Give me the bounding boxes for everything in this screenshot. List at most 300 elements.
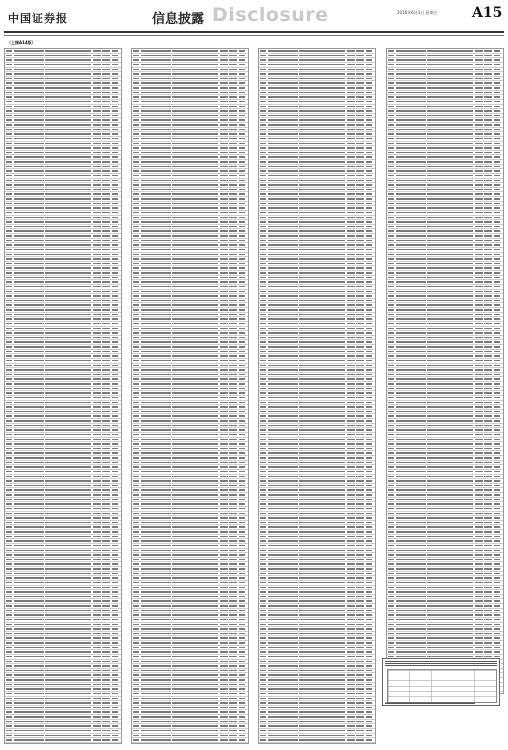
table-cell: [229, 406, 237, 408]
table-cell: [220, 605, 228, 607]
table-cell: [93, 624, 101, 626]
table-cell: [14, 661, 44, 663]
table-cell: [268, 304, 298, 306]
table-cell: [220, 503, 228, 505]
table-cell: [494, 489, 500, 491]
table-cell: [260, 355, 266, 357]
table-cell: [14, 711, 44, 713]
table-cell: [229, 147, 237, 149]
table-cell: [6, 221, 12, 223]
table-cell: [141, 212, 171, 214]
table-cell: [45, 429, 91, 431]
table-cell: [112, 198, 118, 200]
table-cell: [45, 180, 91, 182]
table-cell: [220, 735, 228, 737]
table-cell: [220, 369, 228, 371]
table-cell: [268, 633, 298, 635]
table-cell: [102, 254, 110, 256]
table-cell: [141, 406, 171, 408]
table-cell: [220, 189, 228, 191]
table-cell: [141, 425, 171, 427]
table-cell: [93, 355, 101, 357]
table-cell: [427, 439, 473, 441]
table-cell: [475, 272, 483, 274]
table-cell: [388, 374, 394, 376]
table-cell: [366, 702, 372, 704]
table-cell: [141, 124, 171, 126]
table-cell: [6, 716, 12, 718]
table-cell: [268, 198, 298, 200]
table-cell: [45, 693, 91, 695]
table-cell: [356, 360, 364, 362]
table-cell: [93, 476, 101, 478]
table-cell: [299, 684, 345, 686]
table-cell: [299, 536, 345, 538]
table-cell: [388, 624, 394, 626]
table-cell: [239, 152, 245, 154]
table-cell: [475, 166, 483, 168]
table-cell: [14, 304, 44, 306]
table-cell: [229, 707, 237, 709]
table-cell: [427, 605, 473, 607]
table-cell: [484, 156, 492, 158]
table-cell: [299, 425, 345, 427]
table-cell: [220, 73, 228, 75]
table-cell: [220, 119, 228, 121]
table-cell: [396, 374, 426, 376]
notice-footer: [385, 702, 475, 704]
table-cell: [6, 263, 12, 265]
table-cell: [220, 254, 228, 256]
table-cell: [260, 665, 266, 667]
table-cell: [268, 577, 298, 579]
table-cell: [268, 693, 298, 695]
table-cell: [260, 661, 266, 663]
table-cell: [45, 624, 91, 626]
table-cell: [268, 730, 298, 732]
table-cell: [260, 684, 266, 686]
table-cell: [133, 503, 139, 505]
table-cell: [6, 443, 12, 445]
table-cell: [220, 573, 228, 575]
table-cell: [112, 591, 118, 593]
table-cell: [475, 480, 483, 482]
table-cell: [112, 605, 118, 607]
table-cell: [93, 651, 101, 653]
table-cell: [220, 415, 228, 417]
table-cell: [396, 119, 426, 121]
table-cell: [299, 78, 345, 80]
table-row: [259, 738, 375, 743]
table-cell: [102, 531, 110, 533]
table-cell: [427, 212, 473, 214]
table-cell: [484, 138, 492, 140]
table-cell: [112, 637, 118, 639]
table-cell: [220, 711, 228, 713]
table-cell: [45, 115, 91, 117]
table-cell: [112, 656, 118, 658]
table-cell: [93, 365, 101, 367]
table-cell: [356, 96, 364, 98]
table-cell: [299, 230, 345, 232]
table-cell: [229, 133, 237, 135]
table-cell: [141, 69, 171, 71]
table-cell: [260, 415, 266, 417]
table-cell: [494, 59, 500, 61]
table-cell: [172, 624, 218, 626]
table-cell: [299, 725, 345, 727]
table-cell: [239, 230, 245, 232]
table-cell: [229, 110, 237, 112]
table-cell: [260, 207, 266, 209]
table-cell: [268, 263, 298, 265]
table-cell: [14, 536, 44, 538]
table-cell: [366, 235, 372, 237]
table-cell: [347, 115, 355, 117]
table-cell: [102, 235, 110, 237]
table-cell: [299, 698, 345, 700]
table-cell: [494, 309, 500, 311]
table-cell: [229, 397, 237, 399]
table-cell: [260, 235, 266, 237]
table-cell: [260, 78, 266, 80]
table-cell: [112, 739, 118, 741]
table-cell: [260, 647, 266, 649]
table-cell: [366, 545, 372, 547]
table-cell: [356, 323, 364, 325]
table-cell: [220, 577, 228, 579]
table-cell: [366, 452, 372, 454]
table-cell: [484, 360, 492, 362]
table-cell: [220, 346, 228, 348]
table-cell: [220, 133, 228, 135]
table-cell: [172, 212, 218, 214]
table-cell: [494, 295, 500, 297]
table-cell: [93, 314, 101, 316]
table-cell: [133, 466, 139, 468]
table-cell: [229, 226, 237, 228]
table-cell: [347, 545, 355, 547]
table-cell: [102, 554, 110, 556]
table-cell: [6, 244, 12, 246]
table-cell: [172, 161, 218, 163]
table-cell: [427, 73, 473, 75]
table-cell: [172, 378, 218, 380]
table-cell: [475, 610, 483, 612]
table-cell: [260, 166, 266, 168]
table-cell: [6, 300, 12, 302]
table-cell: [268, 522, 298, 524]
table-cell: [45, 545, 91, 547]
table-cell: [268, 531, 298, 533]
table-cell: [484, 406, 492, 408]
table-cell: [172, 110, 218, 112]
table-cell: [347, 476, 355, 478]
table-cell: [494, 494, 500, 496]
table-cell: [239, 143, 245, 145]
table-cell: [268, 212, 298, 214]
table-cell: [268, 300, 298, 302]
table-cell: [112, 207, 118, 209]
table-cell: [347, 203, 355, 205]
table-cell: [133, 180, 139, 182]
table-cell: [220, 226, 228, 228]
table-cell: [260, 735, 266, 737]
table-cell: [172, 633, 218, 635]
table-cell: [239, 503, 245, 505]
table-cell: [356, 596, 364, 598]
table-cell: [141, 739, 171, 741]
table-cell: [229, 568, 237, 570]
table-cell: [93, 295, 101, 297]
table-cell: [268, 702, 298, 704]
table-cell: [268, 193, 298, 195]
table-cell: [6, 277, 12, 279]
table-cell: [347, 452, 355, 454]
table-cell: [133, 124, 139, 126]
table-cell: [347, 587, 355, 589]
table-cell: [102, 471, 110, 473]
table-cell: [356, 707, 364, 709]
table-cell: [229, 193, 237, 195]
table-cell: [427, 281, 473, 283]
table-cell: [112, 59, 118, 61]
table-cell: [427, 610, 473, 612]
table-cell: [299, 452, 345, 454]
table-cell: [475, 378, 483, 380]
table-cell: [6, 143, 12, 145]
table-cell: [102, 462, 110, 464]
table-cell: [260, 448, 266, 450]
table-cell: [268, 559, 298, 561]
table-cell: [347, 425, 355, 427]
table-cell: [141, 189, 171, 191]
table-cell: [6, 198, 12, 200]
table-cell: [299, 406, 345, 408]
table-cell: [366, 69, 372, 71]
table-cell: [494, 267, 500, 269]
table-cell: [45, 69, 91, 71]
table-cell: [112, 526, 118, 528]
table-cell: [6, 328, 12, 330]
table-cell: [494, 221, 500, 223]
table-cell: [93, 610, 101, 612]
table-cell: [494, 554, 500, 556]
table-cell: [388, 559, 394, 561]
table-cell: [141, 536, 171, 538]
table-cell: [299, 457, 345, 459]
newspaper-masthead: 中国证券报: [8, 12, 68, 25]
table-cell: [93, 254, 101, 256]
table-cell: [141, 78, 171, 80]
table-cell: [366, 226, 372, 228]
table-cell: [396, 193, 426, 195]
table-cell: [172, 295, 218, 297]
table-cell: [494, 351, 500, 353]
table-cell: [268, 716, 298, 718]
table-cell: [229, 59, 237, 61]
table-cell: [14, 309, 44, 311]
table-cell: [388, 170, 394, 172]
table-cell: [172, 462, 218, 464]
table-cell: [112, 286, 118, 288]
table-cell: [260, 180, 266, 182]
table-cell: [6, 110, 12, 112]
table-cell: [141, 388, 171, 390]
table-cell: [220, 471, 228, 473]
table-cell: [102, 647, 110, 649]
table-cell: [14, 674, 44, 676]
table-cell: [45, 735, 91, 737]
table-cell: [388, 457, 394, 459]
table-cell: [299, 489, 345, 491]
table-cell: [220, 457, 228, 459]
table-cell: [366, 466, 372, 468]
table-cell: [93, 457, 101, 459]
table-cell: [93, 647, 101, 649]
table-cell: [366, 59, 372, 61]
table-cell: [141, 619, 171, 621]
table-cell: [45, 291, 91, 293]
table-cell: [366, 309, 372, 311]
table-cell: [112, 346, 118, 348]
table-cell: [260, 249, 266, 251]
table-cell: [45, 406, 91, 408]
table-cell: [484, 624, 492, 626]
table-cell: [475, 143, 483, 145]
table-cell: [229, 637, 237, 639]
table-cell: [475, 161, 483, 163]
table-cell: [239, 536, 245, 538]
table-cell: [239, 406, 245, 408]
table-cell: [494, 406, 500, 408]
table-cell: [388, 355, 394, 357]
table-cell: [141, 684, 171, 686]
table-cell: [427, 203, 473, 205]
table-cell: [45, 110, 91, 112]
table-cell: [141, 152, 171, 154]
table-cell: [347, 605, 355, 607]
table-cell: [396, 582, 426, 584]
table-cell: [366, 540, 372, 542]
table-cell: [475, 531, 483, 533]
table-cell: [268, 452, 298, 454]
table-cell: [427, 434, 473, 436]
table-cell: [14, 517, 44, 519]
table-cell: [268, 471, 298, 473]
table-cell: [172, 101, 218, 103]
table-cell: [14, 739, 44, 741]
table-cell: [220, 485, 228, 487]
table-cell: [141, 513, 171, 515]
table-cell: [260, 383, 266, 385]
table-cell: [366, 573, 372, 575]
table-cell: [45, 341, 91, 343]
table-cell: [220, 406, 228, 408]
table-cell: [220, 110, 228, 112]
table-cell: [93, 545, 101, 547]
table-cell: [260, 698, 266, 700]
table-cell: [366, 110, 372, 112]
table-cell: [102, 180, 110, 182]
table-cell: [141, 480, 171, 482]
table-cell: [475, 295, 483, 297]
table-cell: [484, 605, 492, 607]
table-cell: [102, 563, 110, 565]
table-cell: [112, 730, 118, 732]
table-cell: [14, 600, 44, 602]
table-cell: [133, 378, 139, 380]
table-cell: [347, 485, 355, 487]
table-cell: [141, 452, 171, 454]
table-cell: [239, 647, 245, 649]
table-cell: [172, 244, 218, 246]
table-cell: [102, 466, 110, 468]
table-cell: [6, 119, 12, 121]
table-cell: [112, 189, 118, 191]
table-cell: [239, 277, 245, 279]
table-cell: [14, 679, 44, 681]
table-cell: [102, 721, 110, 723]
table-cell: [366, 420, 372, 422]
table-cell: [268, 147, 298, 149]
table-cell: [388, 230, 394, 232]
table-cell: [356, 258, 364, 260]
table-cell: [260, 674, 266, 676]
table-cell: [229, 170, 237, 172]
table-cell: [427, 221, 473, 223]
table-cell: [299, 420, 345, 422]
table-cell: [6, 406, 12, 408]
table-cell: [388, 517, 394, 519]
table-cell: [388, 411, 394, 413]
table-cell: [268, 314, 298, 316]
table-cell: [239, 226, 245, 228]
table-cell: [260, 494, 266, 496]
table-cell: [268, 600, 298, 602]
table-cell: [102, 115, 110, 117]
table-cell: [356, 402, 364, 404]
table-cell: [347, 143, 355, 145]
table-cell: [427, 115, 473, 117]
table-cell: [268, 476, 298, 478]
table-cell: [268, 272, 298, 274]
table-cell: [396, 110, 426, 112]
table-cell: [484, 642, 492, 644]
table-cell: [172, 272, 218, 274]
table-cell: [260, 499, 266, 501]
table-cell: [475, 189, 483, 191]
table-cell: [356, 69, 364, 71]
table-cell: [239, 471, 245, 473]
table-cell: [484, 119, 492, 121]
table-cell: [260, 365, 266, 367]
table-cell: [396, 443, 426, 445]
table-cell: [93, 50, 101, 52]
table-cell: [172, 429, 218, 431]
table-cell: [133, 328, 139, 330]
table-cell: [220, 87, 228, 89]
table-cell: [220, 614, 228, 616]
table-cell: [102, 129, 110, 131]
table-cell: [484, 69, 492, 71]
table-cell: [366, 674, 372, 676]
table-cell: [388, 240, 394, 242]
table-cell: [102, 420, 110, 422]
table-cell: [229, 411, 237, 413]
table-cell: [172, 406, 218, 408]
table-cell: [268, 184, 298, 186]
